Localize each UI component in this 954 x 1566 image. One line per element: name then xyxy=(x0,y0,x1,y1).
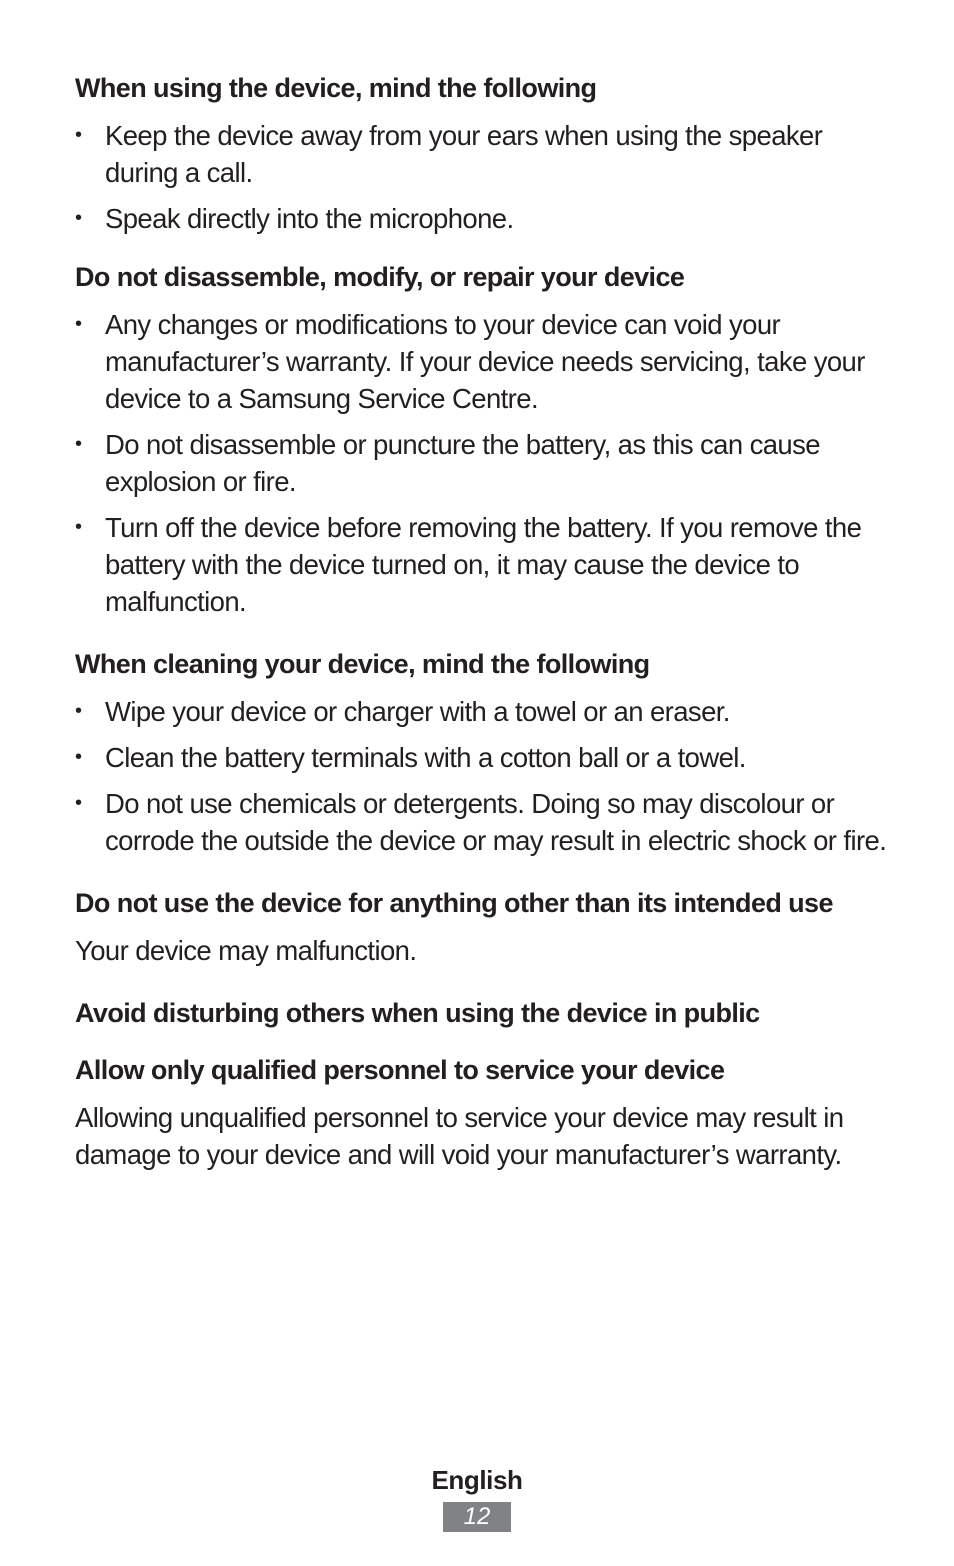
section-device-use xyxy=(75,70,890,237)
list-item-text: Any changes or modifications to your device can void your manufacturer’s warranty. If your device needs servicing, take your device to a Samsung Service Centre. xyxy=(105,309,865,414)
list-item xyxy=(75,739,890,776)
section-heading: Avoid disturbing others when using the device in public xyxy=(75,998,760,1028)
list-item xyxy=(75,426,890,500)
bullet-icon: • xyxy=(75,516,82,538)
list-item xyxy=(75,306,890,417)
bullet-icon: • xyxy=(75,124,82,146)
list-item-text: Keep the device away from your ears when using the speaker during a call. xyxy=(105,120,823,188)
section-public-use xyxy=(75,995,890,1032)
list-item xyxy=(75,509,890,620)
list-item-text: Turn off the device before removing the battery. If you remove the battery with the device turned on, it may cause the device to malfunction. xyxy=(105,512,862,617)
page-footer xyxy=(0,1462,954,1532)
page-number-badge: 12 xyxy=(443,1502,511,1532)
bullet-list xyxy=(75,693,890,859)
bullet-icon: • xyxy=(75,433,82,455)
bullet-list xyxy=(75,306,890,620)
section-intended-use xyxy=(75,885,890,969)
bullet-icon: • xyxy=(75,700,82,722)
section-heading: When cleaning your device, mind the following xyxy=(75,649,650,679)
section-qualified-service xyxy=(75,1052,890,1173)
bullet-list xyxy=(75,117,890,237)
list-item xyxy=(75,200,890,237)
section-heading: When using the device, mind the following xyxy=(75,73,597,103)
section-heading: Do not use the device for anything other than its intended use xyxy=(75,888,833,918)
list-item-text: Wipe your device or charger with a towel or an eraser. xyxy=(105,696,730,727)
list-item-text: Do not use chemicals or detergents. Doing so may discolour or corrode the outside the device or may result in electric shock or fire. xyxy=(105,788,887,856)
list-item xyxy=(75,785,890,859)
list-item-text: Speak directly into the microphone. xyxy=(105,203,514,234)
list-item-text: Do not disassemble or puncture the battery, as this can cause explosion or fire. xyxy=(105,429,820,497)
bullet-icon: • xyxy=(75,313,82,335)
section-no-disassemble xyxy=(75,259,890,620)
bullet-icon: • xyxy=(75,746,82,768)
bullet-icon: • xyxy=(75,207,82,229)
section-paragraph: Your device may malfunction. xyxy=(75,935,417,966)
list-item xyxy=(75,693,890,730)
list-item xyxy=(75,117,890,191)
footer-language: English xyxy=(431,1465,523,1495)
section-paragraph: Allowing unqualified personnel to service your device may result in damage to your device and will void your manufacturer’s warranty. xyxy=(75,1102,844,1170)
section-heading: Allow only qualified personnel to service your device xyxy=(75,1055,725,1085)
document-body xyxy=(75,70,890,1199)
list-item-text: Clean the battery terminals with a cotton ball or a towel. xyxy=(105,742,746,773)
section-heading: Do not disassemble, modify, or repair your device xyxy=(75,262,685,292)
section-cleaning xyxy=(75,646,890,859)
bullet-icon: • xyxy=(75,792,82,814)
